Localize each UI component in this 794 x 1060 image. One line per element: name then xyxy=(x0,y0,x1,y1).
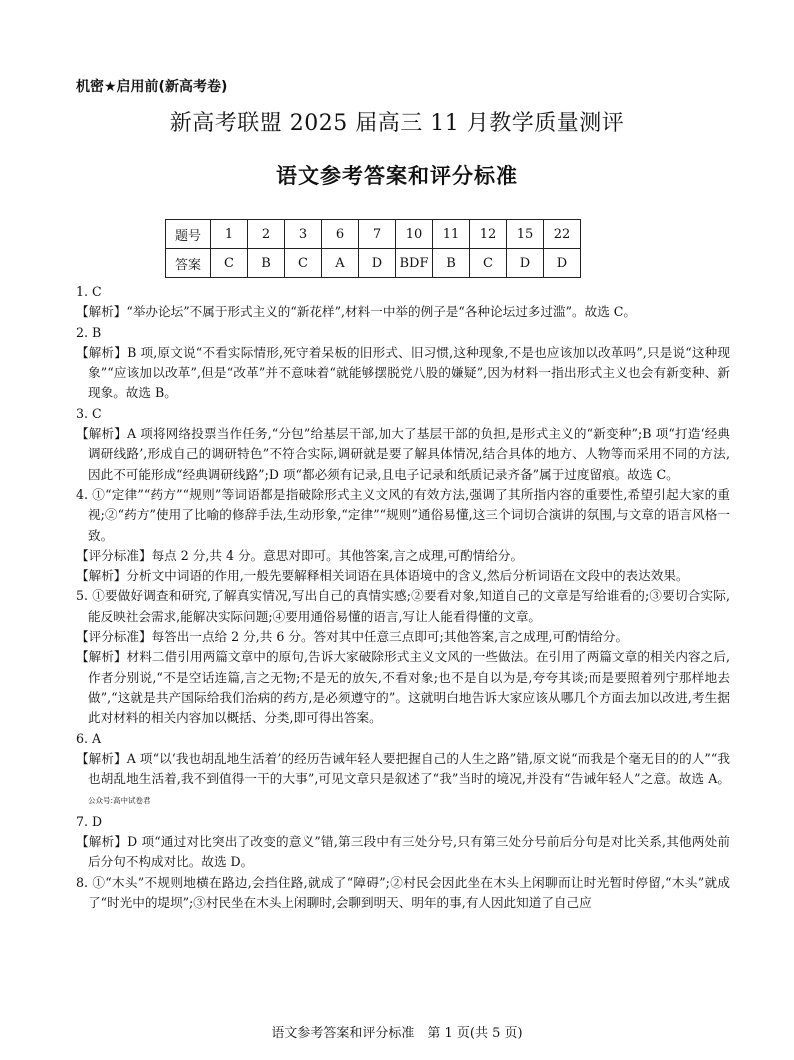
q5-number: 5. xyxy=(76,588,93,604)
answer-table xyxy=(165,219,581,278)
page-title: 新高考联盟 2025 届高三 11 月教学质量测评 xyxy=(169,111,625,136)
confidential-label: 机密★启用前(新高考卷) xyxy=(76,79,228,95)
answer-cell: BDF xyxy=(396,249,433,278)
q8-block xyxy=(76,873,730,914)
answer-table-answer-row xyxy=(166,249,581,278)
answer-cell: D xyxy=(507,249,544,278)
q1-analysis: 【解析】“举办论坛”不属于形式主义的“新花样”,材料一中举的例子是“各种论坛过多过滥”。故选 C。 xyxy=(76,304,637,320)
q4-answer: ①“定律”“药方”“规则”等词语都是指破除形式主义文风的有效方法,强调了其所指内容的重要性,希望引起大家的重视;②“药方”使用了比喻的修辞手法,生动形象,“定律”“规则”通俗易懂,这三个词切合演讲的氛围,与文章的语言风格一致。 xyxy=(88,486,730,543)
watermark-text: 公众号:高中试卷君 xyxy=(88,796,151,806)
question-number-cell: 22 xyxy=(544,220,581,249)
q4-scoring: 【评分标准】每点 2 分,共 4 分。意思对即可。其他答案,言之成理,可酌情给分。 xyxy=(76,547,524,563)
q5-block xyxy=(76,586,730,627)
q2-answer: 2. B xyxy=(76,324,102,340)
q2-analysis: 【解析】B 项,原文说“不看实际情形,死守着呆板的旧形式、旧习惯,这种现象,不是也应该加以改革吗”,只是说“这种现象”“应该加以改革”,但是“改革”并不意味着“就能够摆脱党八股的嫌疑”,因为材料一指出形式主义也会有新变种、新现象。故选 B。 xyxy=(76,344,730,401)
answer-cell: C xyxy=(211,249,248,278)
q8-number: 8. xyxy=(76,874,93,890)
question-number-cell: 10 xyxy=(396,220,433,249)
q4-analysis: 【解析】分析文中词语的作用,一般先要解释相关词语在具体语境中的含义,然后分析词语在文段中的表达效果。 xyxy=(76,568,689,584)
q1-answer: 1. C xyxy=(76,284,102,299)
row-label-number: 题号 xyxy=(166,220,211,249)
question-number-cell: 7 xyxy=(359,220,396,249)
q6-analysis: 【解析】A 项“以‘我也胡乱地生活着’的经历告诫年轻人要把握自己的人生之路”错,原文说“而我是个毫无目的的人”“我也胡乱地生活着,我不到值得一干的大事”,可见文章只是叙述了“我”当时的境况,并没有“告诫年轻人”之意。故选 A。 xyxy=(76,750,730,787)
question-number-cell: 12 xyxy=(470,220,507,249)
q5-analysis: 【解析】材料二借引用两篇文章中的原句,告诉大家破除形式主义文风的一些做法。在引用了两篇文章的相关内容之后,作者分别说,“不是空话连篇,言之无物;不是无的放矢,不看对象;也不是自以为是,夸夸其谈;而是要照着列宁那样地去做”,“这就是共产国际给我们治病的药方,是必须遵守的”。这就明白地告诉大家应该从哪几个方面去加以改进,考生据此对材料的相关内容加以概括、分类,即可得出答案。 xyxy=(76,649,730,726)
q7-answer: 7. D xyxy=(76,813,103,829)
answer-cell: C xyxy=(470,249,507,278)
q5-scoring: 【评分标准】每答出一点给 2 分,共 6 分。答对其中任意三点即可;其他答案,言之成理,可酌情给分。 xyxy=(76,629,629,645)
q3-analysis: 【解析】A 项将网络投票当作任务,“分包”给基层干部,加大了基层干部的负担,是形式主义的“新变种”;B 项“打造‘经典调研线路’,形成自己的调研特色”不符合实际,调研就是要了解具体情况,结合具体的地方、人物等而采用不同的方法,因此不可能形成“经典调研线路”;D 项“都必须有记录,且电子记录和纸质记录齐备”属于过度留痕。故选 C。 xyxy=(76,426,730,482)
row-label-answer: 答案 xyxy=(166,249,211,278)
question-number-cell: 1 xyxy=(211,220,248,249)
answer-explanations xyxy=(76,282,730,913)
q3-answer: 3. C xyxy=(76,405,102,421)
answer-cell: A xyxy=(322,249,359,278)
q4-number: 4. xyxy=(76,486,93,502)
answer-table-number-row xyxy=(166,220,581,249)
q6-answer: 6. A xyxy=(76,730,102,746)
answer-cell: B xyxy=(248,249,285,278)
answer-cell: C xyxy=(285,249,322,278)
question-number-cell: 11 xyxy=(433,220,470,249)
q4-block xyxy=(76,485,730,546)
question-number-cell: 3 xyxy=(285,220,322,249)
answer-cell: D xyxy=(544,249,581,278)
q6-analysis-block xyxy=(76,749,730,812)
q8-answer: ①“木头”不规则地横在路边,会挡住路,就成了“障碍”;②村民会因此坐在木头上闲聊而让时光暂时停留,“木头”就成了“时光中的堤坝”;③村民坐在木头上闲聊时,会聊到明天、明年的事,有人因此知道了自己应 xyxy=(88,874,730,910)
page-subtitle: 语文参考答案和评分标准 xyxy=(276,164,518,188)
answer-cell: D xyxy=(359,249,396,278)
question-number-cell: 15 xyxy=(507,220,544,249)
question-number-cell: 6 xyxy=(322,220,359,249)
q7-analysis: 【解析】D 项“通过对比突出了改变的意义”错,第三段中有三处分号,只有第三处分号前后分句是对比关系,其他两处前后分句不构成对比。故选 D。 xyxy=(76,834,730,870)
question-number-cell: 2 xyxy=(248,220,285,249)
q5-answer: ①要做好调查和研究,了解真实情况,写出自己的真情实感;②要看对象,知道自己的文章是写给谁看的;③要切合实际,能反映社会需求,能解决实际问题;④要用通俗易懂的语言,写让人能看得懂的文章。 xyxy=(88,588,730,624)
answer-cell: B xyxy=(433,249,470,278)
page-footer: 语文参考答案和评分标准 第 1 页(共 5 页) xyxy=(271,1026,523,1041)
